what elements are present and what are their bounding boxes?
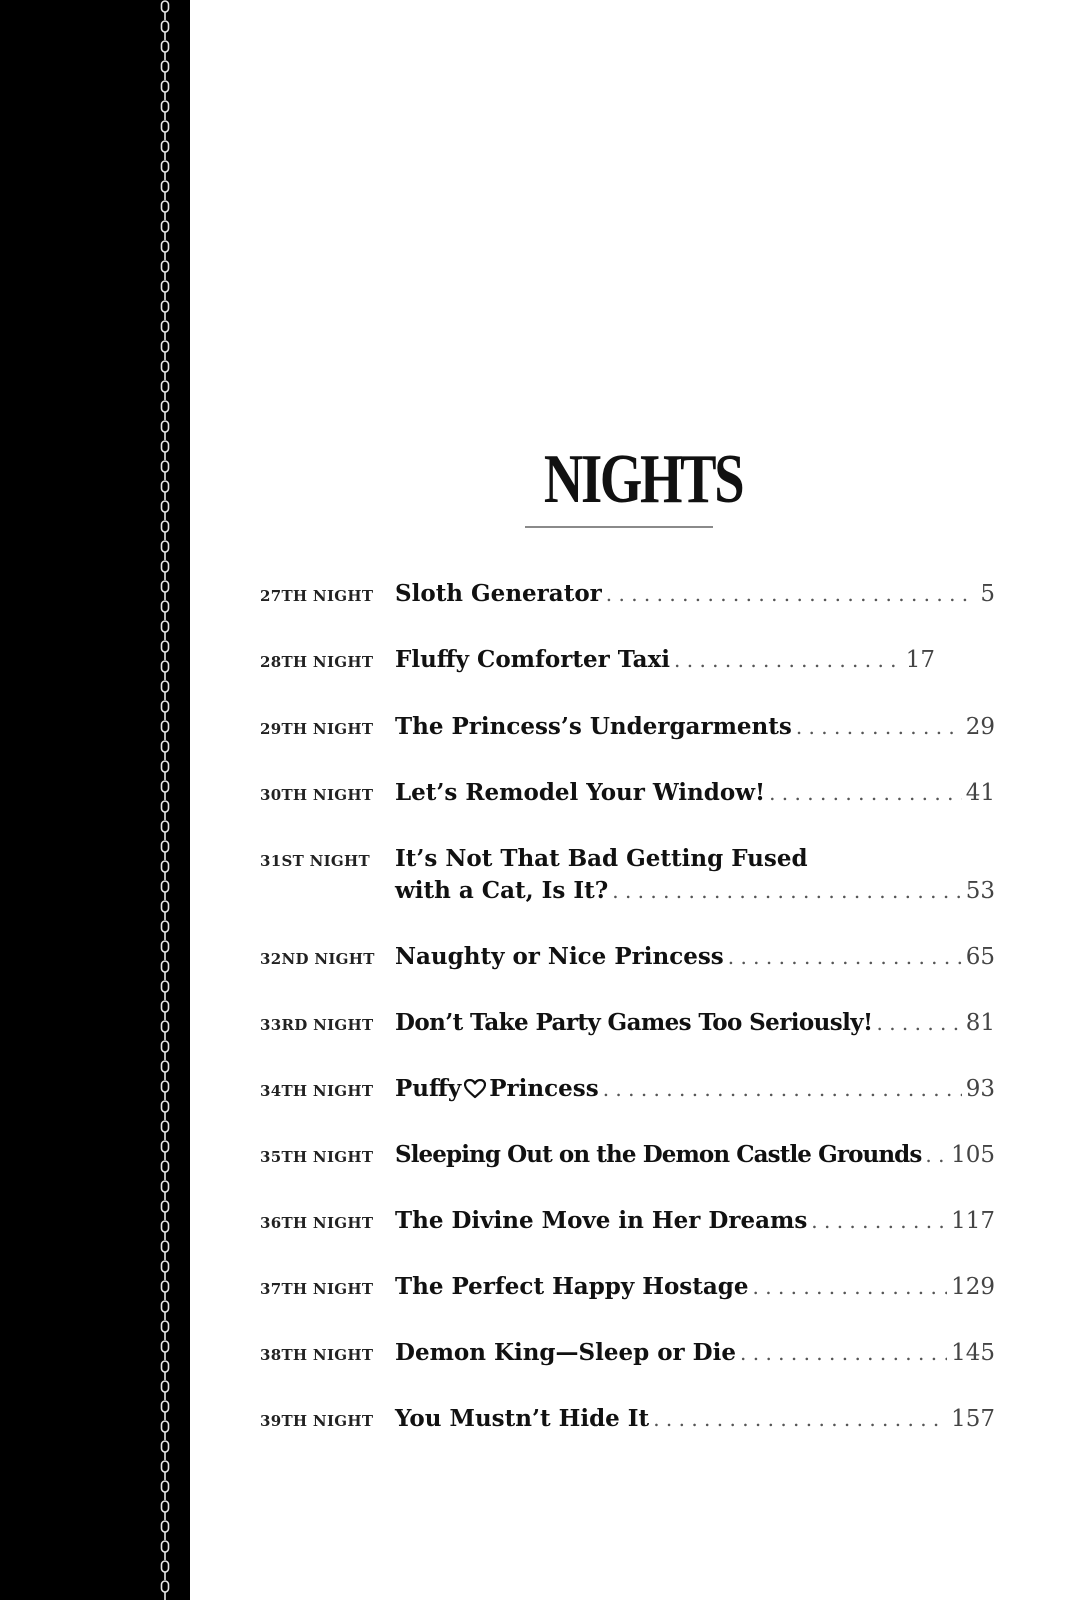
toc-row[interactable] bbox=[260, 1205, 1000, 1271]
dot-leader bbox=[796, 711, 962, 743]
dot-leader bbox=[740, 1337, 947, 1369]
chapter-entry[interactable] bbox=[395, 1205, 1000, 1237]
chapter-label: 31ST NIGHT bbox=[260, 852, 370, 870]
table-of-contents bbox=[260, 578, 1000, 1469]
page-number: 53 bbox=[965, 878, 995, 904]
title-block bbox=[523, 441, 743, 518]
chapter-entry[interactable] bbox=[395, 1007, 1000, 1039]
chapter-entry[interactable] bbox=[395, 1139, 1000, 1171]
toc-row[interactable] bbox=[260, 1073, 1000, 1139]
chapter-label: 39TH NIGHT bbox=[260, 1412, 374, 1430]
chapter-title: You Mustn’t Hide It bbox=[395, 1405, 650, 1432]
chapter-entry[interactable] bbox=[395, 843, 1000, 907]
chapter-label: 28TH NIGHT bbox=[260, 653, 374, 671]
chapter-label: 27TH NIGHT bbox=[260, 587, 374, 605]
toc-row[interactable] bbox=[260, 644, 1000, 711]
chapter-title-part: Princess bbox=[489, 1075, 599, 1102]
dot-leader bbox=[612, 875, 961, 907]
page-number: 65 bbox=[965, 944, 995, 970]
chapter-title bbox=[395, 1073, 599, 1105]
dot-leader bbox=[769, 777, 962, 809]
dot-leader bbox=[728, 941, 962, 973]
dot-leader bbox=[811, 1205, 947, 1237]
chapter-entry[interactable] bbox=[395, 578, 1000, 610]
dot-leader bbox=[653, 1403, 947, 1435]
toc-row[interactable] bbox=[260, 1271, 1000, 1337]
dot-leader bbox=[606, 578, 977, 610]
chapter-title: Let’s Remodel Your Window! bbox=[395, 779, 766, 806]
chapter-title: Naughty or Nice Princess bbox=[395, 943, 724, 970]
chapter-title: Demon King—Sleep or Die bbox=[395, 1339, 737, 1366]
page-number: 157 bbox=[951, 1406, 995, 1432]
dot-leader bbox=[603, 1073, 962, 1105]
chapter-label: 29TH NIGHT bbox=[260, 720, 374, 738]
page-number: 29 bbox=[965, 714, 995, 740]
toc-row[interactable] bbox=[260, 1403, 1000, 1469]
chapter-label: 32ND NIGHT bbox=[260, 950, 375, 968]
chapter-title: The Princess’s Undergarments bbox=[395, 713, 792, 740]
chapter-entry[interactable] bbox=[395, 644, 1000, 676]
dot-leader bbox=[925, 1139, 947, 1171]
chapter-label: 37TH NIGHT bbox=[260, 1280, 374, 1298]
chapter-entry[interactable] bbox=[395, 1073, 1000, 1105]
chapter-title-continued: with a Cat, Is It? bbox=[395, 877, 609, 904]
title-underline bbox=[525, 526, 713, 528]
chapter-label: 33RD NIGHT bbox=[260, 1016, 374, 1034]
chapter-entry[interactable] bbox=[395, 1337, 1000, 1369]
toc-row[interactable] bbox=[260, 777, 1000, 843]
page-title: NIGHTS bbox=[543, 441, 743, 518]
dot-leader bbox=[876, 1007, 961, 1039]
toc-row[interactable] bbox=[260, 941, 1000, 1007]
heart-outline-icon bbox=[464, 1079, 486, 1099]
chapter-entry[interactable] bbox=[395, 941, 1000, 973]
chapter-label: 36TH NIGHT bbox=[260, 1214, 374, 1232]
dot-leader bbox=[674, 644, 902, 676]
toc-row[interactable] bbox=[260, 1337, 1000, 1403]
page-number: 93 bbox=[965, 1076, 995, 1102]
page-number: 117 bbox=[951, 1208, 995, 1234]
page-number: 145 bbox=[951, 1340, 995, 1366]
chapter-title: The Divine Move in Her Dreams bbox=[395, 1207, 808, 1234]
dot-leader bbox=[753, 1271, 948, 1303]
toc-row[interactable] bbox=[260, 578, 1000, 644]
chapter-title: Fluffy Comforter Taxi bbox=[395, 646, 671, 673]
chapter-label: 30TH NIGHT bbox=[260, 786, 374, 804]
chapter-label: 38TH NIGHT bbox=[260, 1346, 374, 1364]
chapter-label: 35TH NIGHT bbox=[260, 1148, 374, 1166]
chapter-entry[interactable] bbox=[395, 1271, 1000, 1303]
toc-row[interactable] bbox=[260, 1139, 1000, 1205]
chapter-entry[interactable] bbox=[395, 777, 1000, 809]
page-number: 5 bbox=[980, 581, 995, 607]
chapter-title: It’s Not That Bad Getting Fused bbox=[395, 845, 808, 872]
page-number: 105 bbox=[951, 1142, 995, 1168]
chapter-title: Sloth Generator bbox=[395, 580, 602, 607]
chapter-title: Don’t Take Party Games Too Seriously! bbox=[395, 1009, 873, 1036]
page-number: 81 bbox=[965, 1010, 995, 1036]
chapter-title: The Perfect Happy Hostage bbox=[395, 1273, 749, 1300]
chapter-title-part: Puffy bbox=[395, 1075, 462, 1102]
chapter-entry[interactable] bbox=[395, 711, 1000, 743]
page-number: 17 bbox=[905, 647, 935, 673]
chapter-title: Sleeping Out on the Demon Castle Grounds bbox=[395, 1141, 922, 1168]
page-number: 129 bbox=[951, 1274, 995, 1300]
toc-row[interactable] bbox=[260, 711, 1000, 777]
chapter-label: 34TH NIGHT bbox=[260, 1082, 374, 1100]
chapter-entry[interactable] bbox=[395, 1403, 1000, 1435]
toc-row[interactable] bbox=[260, 843, 1000, 941]
toc-row[interactable] bbox=[260, 1007, 1000, 1073]
chain-border-decoration bbox=[158, 0, 172, 1600]
page-number: 41 bbox=[965, 780, 995, 806]
